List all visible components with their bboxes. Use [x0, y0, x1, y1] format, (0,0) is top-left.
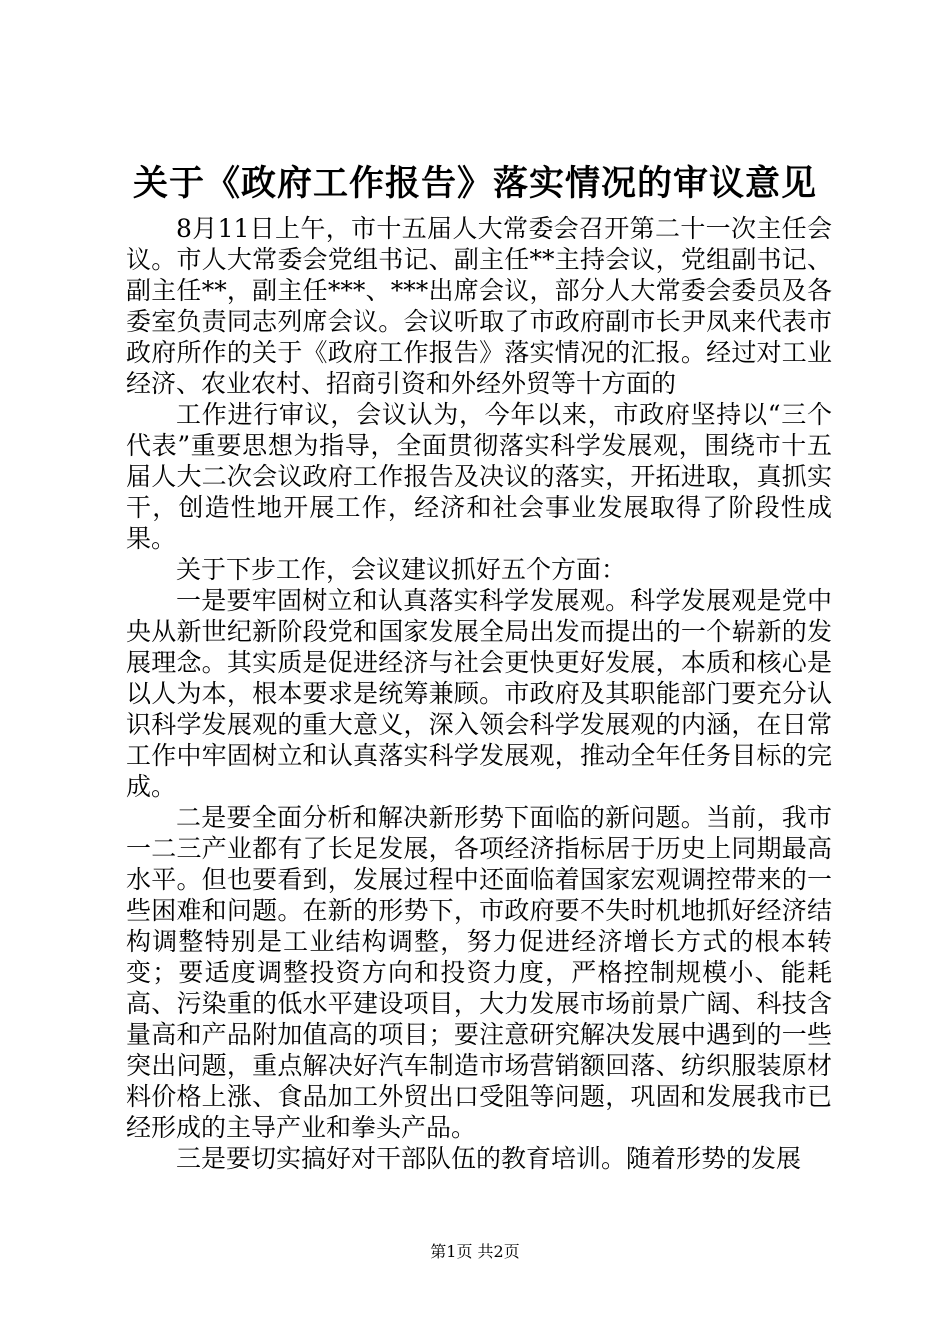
page-footer: 第1页 共2页 [430, 1242, 520, 1261]
document-title: 关于《政府工作报告》落实情况的审议意见 [132, 163, 817, 204]
paragraph-4: 一是要牢固树立和认真落实科学发展观。科学发展观是党中央从新世纪新阶段党和国家发展全局出发而提出的一个崭新的发展理念。其实质是促进经济与社会更快更好发展，本质和核心是以人为本，根本要求是统筹兼顾。市政府及其职能部门要充分认识科学发展观的重大意义，深入领会科学发展观的内涵，在日常工作中牢固树立和认真落实科学发展观，推动全年任务目标的完成。 [126, 586, 832, 801]
document-body [126, 213, 832, 1174]
paragraph-1: 8月11日上午，市十五届人大常委会召开第二十一次主任会议。市人大常委会党组书记、副主任**主持会议，党组副书记、副主任**，副主任***、***出席会议，部分人大常委会委员及各委室负责同志列席会议。会议听取了市政府副市长尹凤来代表市政府所作的关于《政府工作报告》落实情况的汇报。经过对工业经济、农业农村、招商引资和外经外贸等十方面的 [126, 214, 832, 398]
paragraph-2: 工作进行审议，会议认为，今年以来，市政府坚持以“三个代表”重要思想为指导，全面贯彻落实科学发展观，围绕市十五届人大二次会议政府工作报告及决议的落实，开拓进取，真抓实干，创造性地开展工作，经济和社会事业发展取得了阶段性成果。 [126, 400, 832, 553]
paragraph-6: 三是要切实搞好对干部队伍的教育培训。随着形势的发展 [176, 1144, 802, 1173]
paragraph-3: 关于下步工作，会议建议抓好五个方面： [176, 555, 627, 584]
paragraph-5: 二是要全面分析和解决新形势下面临的新问题。当前，我市一二三产业都有了长足发展，各项经济指标居于历史上同期最高水平。但也要看到，发展过程中还面临着国家宏观调控带来的一些困难和问题。在新的形势下，市政府要不失时机地抓好经济结构调整特别是工业结构调整，努力促进经济增长方式的根本转变；要适度调整投资方向和投资力度，严格控制规模小、能耗高、污染重的低水平建设项目，大力发展市场前景广阔、科技含量高和产品附加值高的项目；要注意研究解决发展中遇到的一些突出问题，重点解决好汽车制造市场营销额回落、纺织服装原材料价格上涨、食品加工外贸出口受阻等问题，巩固和发展我市已经形成的主导产业和拳头产品。 [126, 803, 832, 1142]
